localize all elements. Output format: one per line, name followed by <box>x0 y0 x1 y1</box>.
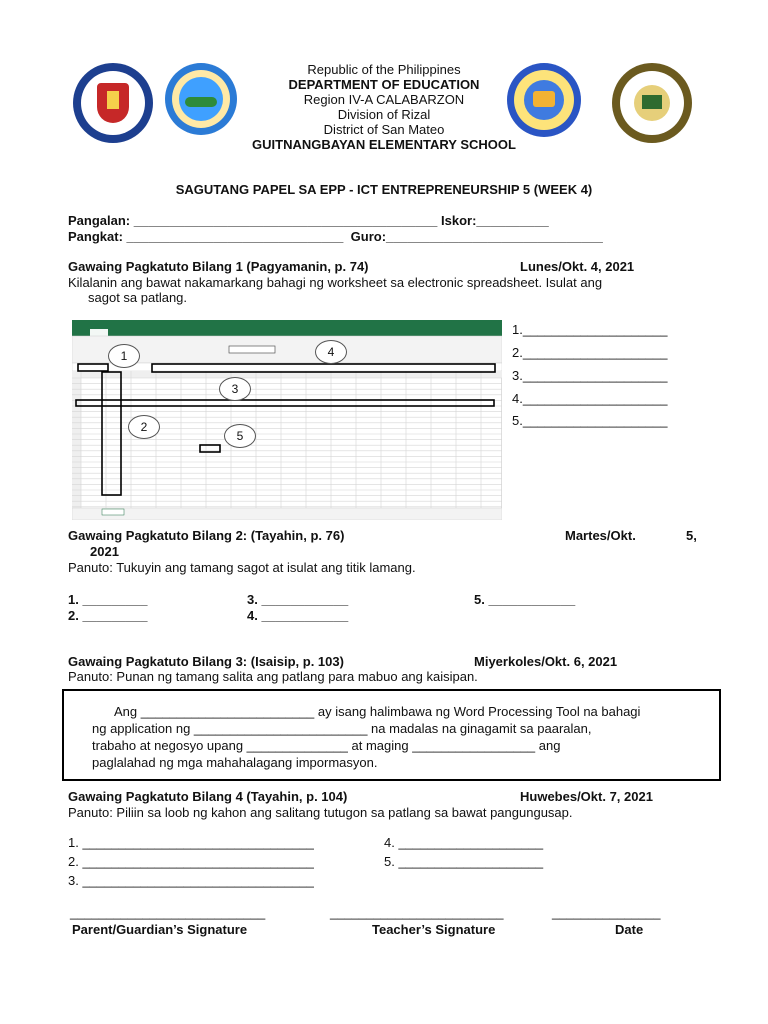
activity1-instruction: Kilalanin ang bawat nakamarkang bahagi ng worksheet sa electronic spreadsheet. Isulat ang <box>68 275 603 290</box>
box-line-2: ng application ng ________________________ na madalas na ginagamit sa paaralan, <box>92 721 592 736</box>
activity2-date: Martes/Okt. <box>565 528 636 543</box>
box-line-3: trabaho at negosyo upang ______________ at maging _________________ ang <box>92 738 561 753</box>
district-text: District of San Mateo <box>323 122 445 137</box>
box-line-1: Ang ________________________ ay isang halimbawa ng Word Processing Tool na bahagi <box>114 704 641 719</box>
activity1-heading: Gawaing Pagkatuto Bilang 1 (Pagyamanin, p. 74) <box>68 259 369 274</box>
activity4-answer-5[interactable]: 5. ____________________ <box>384 854 544 869</box>
school-name: GUITNANGBAYAN ELEMENTARY SCHOOL <box>252 137 516 152</box>
activity1-answer-3[interactable]: 3.____________________ <box>512 368 668 383</box>
region-text: Region IV-A CALABARZON <box>303 92 465 107</box>
department-text: DEPARTMENT OF EDUCATION <box>288 77 480 92</box>
activity4-heading: Gawaing Pagkatuto Bilang 4 (Tayahin, p. 104) <box>68 789 348 804</box>
activity1-answer-2[interactable]: 2.____________________ <box>512 345 668 360</box>
activity2-answer-2[interactable]: 2. _________ <box>68 608 148 623</box>
teacher-signature-line[interactable]: ________________________ <box>330 905 504 920</box>
activity2-answer-3[interactable]: 3. ____________ <box>247 592 349 607</box>
activity3-date: Miyerkoles/Okt. 6, 2021 <box>474 654 618 669</box>
teacher-signature-label: Teacher’s Signature <box>372 922 496 937</box>
activity4-answer-2[interactable]: 2. ________________________________ <box>68 854 314 869</box>
activity3-instruction: Panuto: Punan ng tamang salita ang patlang para mabuo ang kaisipan. <box>68 669 478 684</box>
section-teacher-line: Pangkat: ______________________________ Guro:______________________________ <box>68 229 603 244</box>
activity4-answer-4[interactable]: 4. ____________________ <box>384 835 544 850</box>
activity1-answer-5[interactable]: 5.____________________ <box>512 413 668 428</box>
activity3-heading: Gawaing Pagkatuto Bilang 3: (Isaisip, p. 103) <box>68 654 344 669</box>
activity1-answer-1[interactable]: 1.____________________ <box>512 322 668 337</box>
box-line-4: paglalahad ng mga mahahalagang impormasyon. <box>92 755 378 770</box>
republic-text: Republic of the Philippines <box>307 62 461 77</box>
callout-5: 5 <box>224 424 256 448</box>
activity2-date-year: 2021 <box>90 544 119 559</box>
date-signature-line[interactable]: _______________ <box>552 905 661 920</box>
page-title: SAGUTANG PAPEL SA EPP - ICT ENTREPRENEURSHIP 5 (WEEK 4) <box>175 182 593 197</box>
callout-4: 4 <box>315 340 347 364</box>
activity1-instruction-cont: sagot sa patlang. <box>88 290 188 305</box>
activity2-date-day: 5, <box>686 528 697 543</box>
name-score-line: Pangalan: __________________________________________ Iskor:__________ <box>68 213 549 228</box>
activity2-answer-1[interactable]: 1. _________ <box>68 592 148 607</box>
activity2-answer-4[interactable]: 4. ____________ <box>247 608 349 623</box>
callout-2: 2 <box>128 415 160 439</box>
callout-1: 1 <box>108 344 140 368</box>
callout-3: 3 <box>219 377 251 401</box>
activity4-answer-1[interactable]: 1. ________________________________ <box>68 835 314 850</box>
activity2-heading: Gawaing Pagkatuto Bilang 2: (Tayahin, p. 76) <box>68 528 345 543</box>
activity4-date: Huwebes/Okt. 7, 2021 <box>520 789 653 804</box>
activity1-answer-4[interactable]: 4.____________________ <box>512 391 668 406</box>
activity4-answer-3[interactable]: 3. ________________________________ <box>68 873 314 888</box>
date-label: Date <box>615 922 644 937</box>
activity2-answer-5[interactable]: 5. ____________ <box>474 592 576 607</box>
division-text: Division of Rizal <box>337 107 431 122</box>
activity4-instruction: Panuto: Piliin sa loob ng kahon ang salitang tutugon sa patlang sa bawat pangungusap. <box>68 805 573 820</box>
activity1-date: Lunes/Okt. 4, 2021 <box>520 259 635 274</box>
activity2-instruction: Panuto: Tukuyin ang tamang sagot at isulat ang titik lamang. <box>68 560 416 575</box>
parent-signature-line[interactable]: ___________________________ <box>70 905 266 920</box>
parent-signature-label: Parent/Guardian’s Signature <box>72 922 248 937</box>
